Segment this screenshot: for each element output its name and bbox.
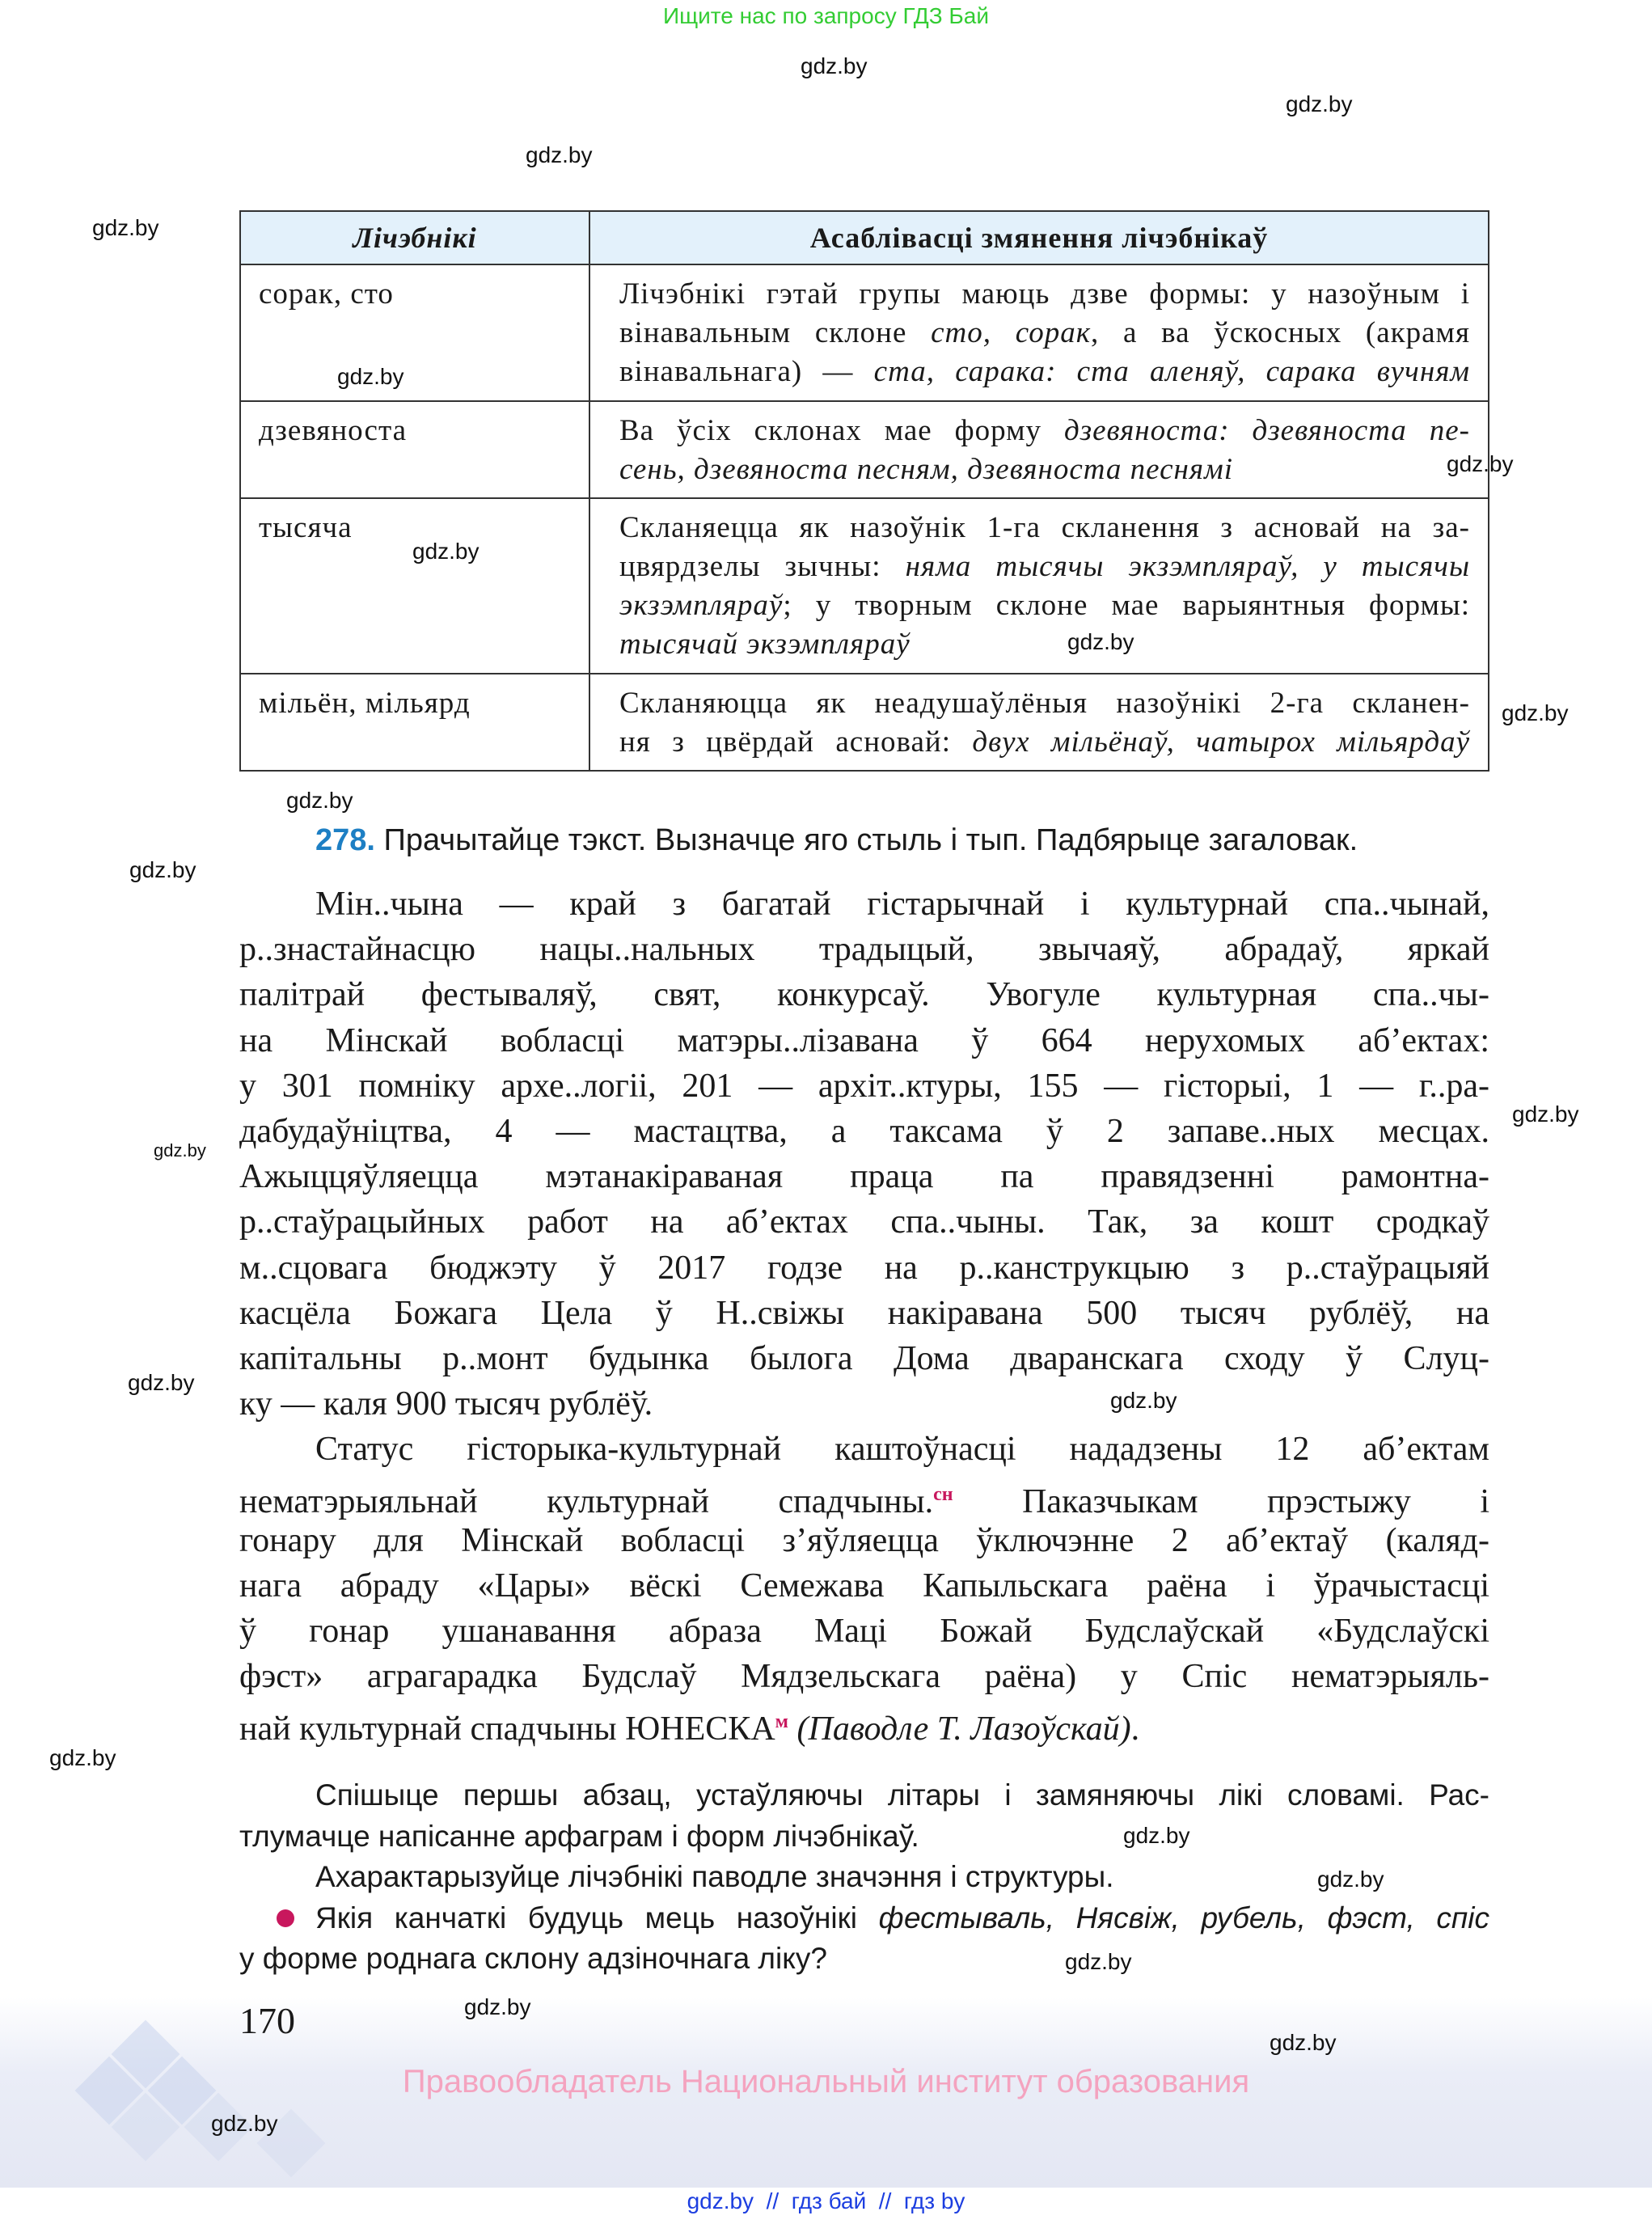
text-run: Паказчыкам прэстыжу і xyxy=(953,1483,1489,1521)
italic-example: сто, сорак xyxy=(931,316,1092,349)
text-line xyxy=(619,275,1470,314)
text-run: р..знастайнасцю нацы..нальных традыцый, звычаяў, абрадаў, яркай xyxy=(239,931,1489,969)
column-header-changes: Асаблівасці змянення лічэбнікаў xyxy=(589,211,1489,264)
text-run: Статус гісторыка-культурнай каштоўнасці нададзены 12 аб’ектам xyxy=(315,1431,1489,1469)
watermark: gdz.by xyxy=(1317,1867,1384,1892)
exercise-text xyxy=(239,882,1489,1748)
text-run: нага абраду «Цары» вёскі Семежава Капыльскага раёна і ўрачыстасці xyxy=(239,1567,1489,1605)
text-run: гонару для Мінскай вобласці з’яўляецца ўключэнне 2 аб’ектаў (каляд- xyxy=(239,1521,1489,1559)
text-run: Ахарактарызуйце лічэбнікі паводле значэння і структуры. xyxy=(315,1860,1114,1893)
watermark: gdz.by xyxy=(412,539,480,564)
table-row xyxy=(240,401,1489,498)
italic-example: тысячай экзэмпляраў xyxy=(619,628,911,661)
table-header-row xyxy=(240,211,1489,264)
watermark: gdz.by xyxy=(801,53,868,78)
text-line xyxy=(619,684,1470,723)
text-line xyxy=(239,1472,1489,1521)
rights-holder-note: Правообладатель Национальный институт образования xyxy=(402,2064,1250,2099)
watermark: gdz.by xyxy=(1512,1101,1579,1127)
text-line xyxy=(239,927,1489,972)
italic-example: фестываль, Нясвіж, рубель, фэст, спіс xyxy=(878,1901,1489,1934)
text-line xyxy=(239,1654,1489,1699)
italic-example: (Паводле Т. Лазоўскай) xyxy=(796,1710,1131,1748)
page-number: 170 xyxy=(239,2000,295,2041)
watermark: gdz.by xyxy=(1065,1949,1132,1974)
text-run: на Мінскай вобласці матэры..лізавана ў 664 нерухомых аб’ектах: xyxy=(239,1021,1489,1059)
watermark: gdz.by xyxy=(154,1140,206,1161)
watermark: gdz.by xyxy=(526,142,593,167)
text-run: у форме роднага склону адзіночнага ліку? xyxy=(239,1942,827,1975)
text-run: Ажыццяўляецца мэтанакіраваная праца па правядзенні рамонтна- xyxy=(239,1158,1489,1196)
italic-example: няма тысячы экзэмпляраў, у тысячы xyxy=(905,550,1470,583)
text-run: Ва ўсіх склонах мае форму xyxy=(619,414,1064,447)
text-run: . xyxy=(1130,1710,1140,1748)
description-cell xyxy=(589,674,1489,771)
numerals-table xyxy=(239,210,1489,772)
text-run: нематэрыяльнай культурнай спадчыны. xyxy=(239,1483,934,1521)
text-run: фэст» аграгарадка Будслаў Мядзельскага раёна) у Спіс нематэрыяль- xyxy=(239,1658,1489,1696)
text-run: у 301 помніку архе..логіі, 201 — архіт..ктуры, 155 — гісторыі, 1 — г..ра- xyxy=(239,1067,1489,1105)
bullet-icon xyxy=(277,1909,294,1927)
text-run: р..стаўрацыйных работ на аб’ектах спа..чыны. Так, за кошт сродкаў xyxy=(239,1203,1489,1241)
watermark: gdz.by xyxy=(1110,1388,1177,1413)
text-run: Лічэбнікі гэтай групы маюць дзве формы: у назоўным і xyxy=(619,277,1470,311)
text-line xyxy=(619,723,1470,762)
description-cell xyxy=(589,264,1489,401)
text-run: м..сцовага бюджэту ў 2017 годзе на р..канструкцыю з р..стаўрацыяй xyxy=(239,1249,1489,1287)
text-line xyxy=(239,1154,1489,1199)
watermark: gdz.by xyxy=(1270,2030,1337,2055)
exercise-instruction: Прачытайце тэкст. Вызначце яго стыль і тып. Падбярыце загаловак. xyxy=(383,823,1358,857)
watermark: gdz.by xyxy=(129,857,196,882)
text-line xyxy=(239,1245,1489,1291)
text-line xyxy=(239,1699,1489,1748)
text-line xyxy=(239,1063,1489,1109)
column-header-numerals: Лічэбнікі xyxy=(240,211,589,264)
text-line xyxy=(239,1939,1489,1980)
watermark: gdz.by xyxy=(1502,700,1569,725)
footnote-marker: м xyxy=(775,1711,789,1733)
watermark: gdz.by xyxy=(464,1994,531,2019)
text-run: цвярдзелы зычны: xyxy=(619,550,906,583)
text-line xyxy=(239,972,1489,1017)
text-line xyxy=(239,1018,1489,1063)
text-run: капітальны р..монт будынка былога Дома дваранскага сходу ў Слуц- xyxy=(239,1339,1489,1377)
text-run xyxy=(788,1710,797,1748)
numeral-cell: тысяча xyxy=(240,498,589,674)
text-run: тлумачце напісанне арфаграм і форм лічэбнікаў. xyxy=(239,1819,919,1853)
text-line xyxy=(239,1291,1489,1336)
watermark: gdz.by xyxy=(1123,1823,1190,1848)
text-run: касцёла Божага Цела ў Н..свіжы накіравана 500 тысяч рублёў, на xyxy=(239,1294,1489,1332)
text-line xyxy=(619,548,1470,586)
text-line xyxy=(239,1381,1489,1427)
text-run: Спішыце першы абзац, устаўляючы літары і замяняючы лікі словамі. Рас- xyxy=(315,1778,1489,1812)
text-line xyxy=(239,1109,1489,1154)
footnote-marker: сн xyxy=(933,1484,953,1506)
description-cell xyxy=(589,401,1489,498)
text-line xyxy=(239,1518,1489,1563)
search-hint-banner: Ищите нас по запросу ГДЗ Бай xyxy=(662,3,990,28)
italic-example: экзэмпляраў xyxy=(619,589,784,622)
text-run: палітрай фестываляў, свят, конкурсаў. Увогуле культурная спа..чы- xyxy=(239,976,1489,1014)
text-run: Якія канчаткі будуць мець назоўнікі xyxy=(315,1901,879,1934)
watermark: gdz.by xyxy=(337,364,404,389)
text-line xyxy=(239,1775,1489,1816)
numeral-cell: мільён, мільярд xyxy=(240,674,589,771)
task-lines xyxy=(239,1775,1489,1980)
text-line xyxy=(619,509,1470,548)
bottom-links[interactable]: gdz.by // гдз бай // гдз by xyxy=(687,2188,965,2213)
italic-example: ста, сарака: ста аленяў, сарака вучням xyxy=(873,355,1471,388)
text-run: вінавальнага) — xyxy=(619,355,874,388)
watermark: gdz.by xyxy=(49,1745,116,1770)
exercise-number: 278. xyxy=(315,823,375,857)
table-row xyxy=(240,264,1489,401)
text-line xyxy=(239,882,1489,927)
italic-example: дзевяноста: дзевяноста пе- xyxy=(1063,414,1470,447)
watermark: gdz.by xyxy=(1067,629,1134,654)
exercise-tasks xyxy=(239,1775,1489,1980)
text-run: ку — каля 900 тысяч рублёў. xyxy=(239,1385,653,1423)
table-row xyxy=(240,498,1489,674)
table-row xyxy=(240,674,1489,771)
text-line xyxy=(239,1609,1489,1654)
text-line xyxy=(619,353,1470,391)
text-line xyxy=(619,625,1470,664)
numeral-cell: дзевяноста xyxy=(240,401,589,498)
text-run: ня з цвёрдай асновай: xyxy=(619,725,973,759)
text-line xyxy=(619,586,1470,625)
watermark: gdz.by xyxy=(211,2111,278,2136)
watermark: gdz.by xyxy=(286,788,353,813)
text-line xyxy=(239,1898,1489,1939)
watermark: gdz.by xyxy=(1286,91,1353,116)
text-run: , а ва ўскосных (акрамя xyxy=(1091,316,1470,349)
watermark: gdz.by xyxy=(92,215,159,240)
italic-example: сень, дзевяноста песням, дзевяноста песнямі xyxy=(619,453,1233,486)
text-line xyxy=(239,1563,1489,1609)
exercise-heading xyxy=(315,823,1358,858)
text-line xyxy=(239,1816,1489,1858)
text-line xyxy=(619,450,1470,489)
text-run: ў гонар ушанавання абраза Маці Божай Будслаўскай «Будслаўскі xyxy=(239,1613,1489,1650)
text-run: Скланяюцца як неадушаўлёныя назоўнікі 2-га скланен- xyxy=(619,687,1470,720)
text-run: вінавальным склоне xyxy=(619,316,932,349)
text-line xyxy=(239,1199,1489,1245)
description-cell xyxy=(589,498,1489,674)
text-run: ; у творным склоне мае варыянтныя формы: xyxy=(783,589,1470,622)
text-line xyxy=(619,412,1470,450)
numeral-cell: сорак, сто xyxy=(240,264,589,401)
text-run: Мін..чына — край з багатай гістарычнай і культурнай спа..чынай, xyxy=(315,886,1489,923)
text-line xyxy=(239,1336,1489,1381)
text-run: Скланяецца як назоўнік 1-га скланення з асновай на за- xyxy=(619,511,1470,544)
text-line xyxy=(239,1427,1489,1472)
text-run: дабудаўніцтва, 4 — мастацтва, а таксама ў 2 запаве..ных месцах. xyxy=(239,1112,1489,1150)
watermark: gdz.by xyxy=(128,1370,195,1395)
watermark: gdz.by xyxy=(1447,451,1514,476)
text-line xyxy=(619,314,1470,353)
text-run: най культурнай спадчыны ЮНЕСКА xyxy=(239,1710,775,1748)
italic-example: двух мільёнаў, чатырох мільярдаў xyxy=(972,725,1470,759)
text-line xyxy=(239,1857,1489,1898)
